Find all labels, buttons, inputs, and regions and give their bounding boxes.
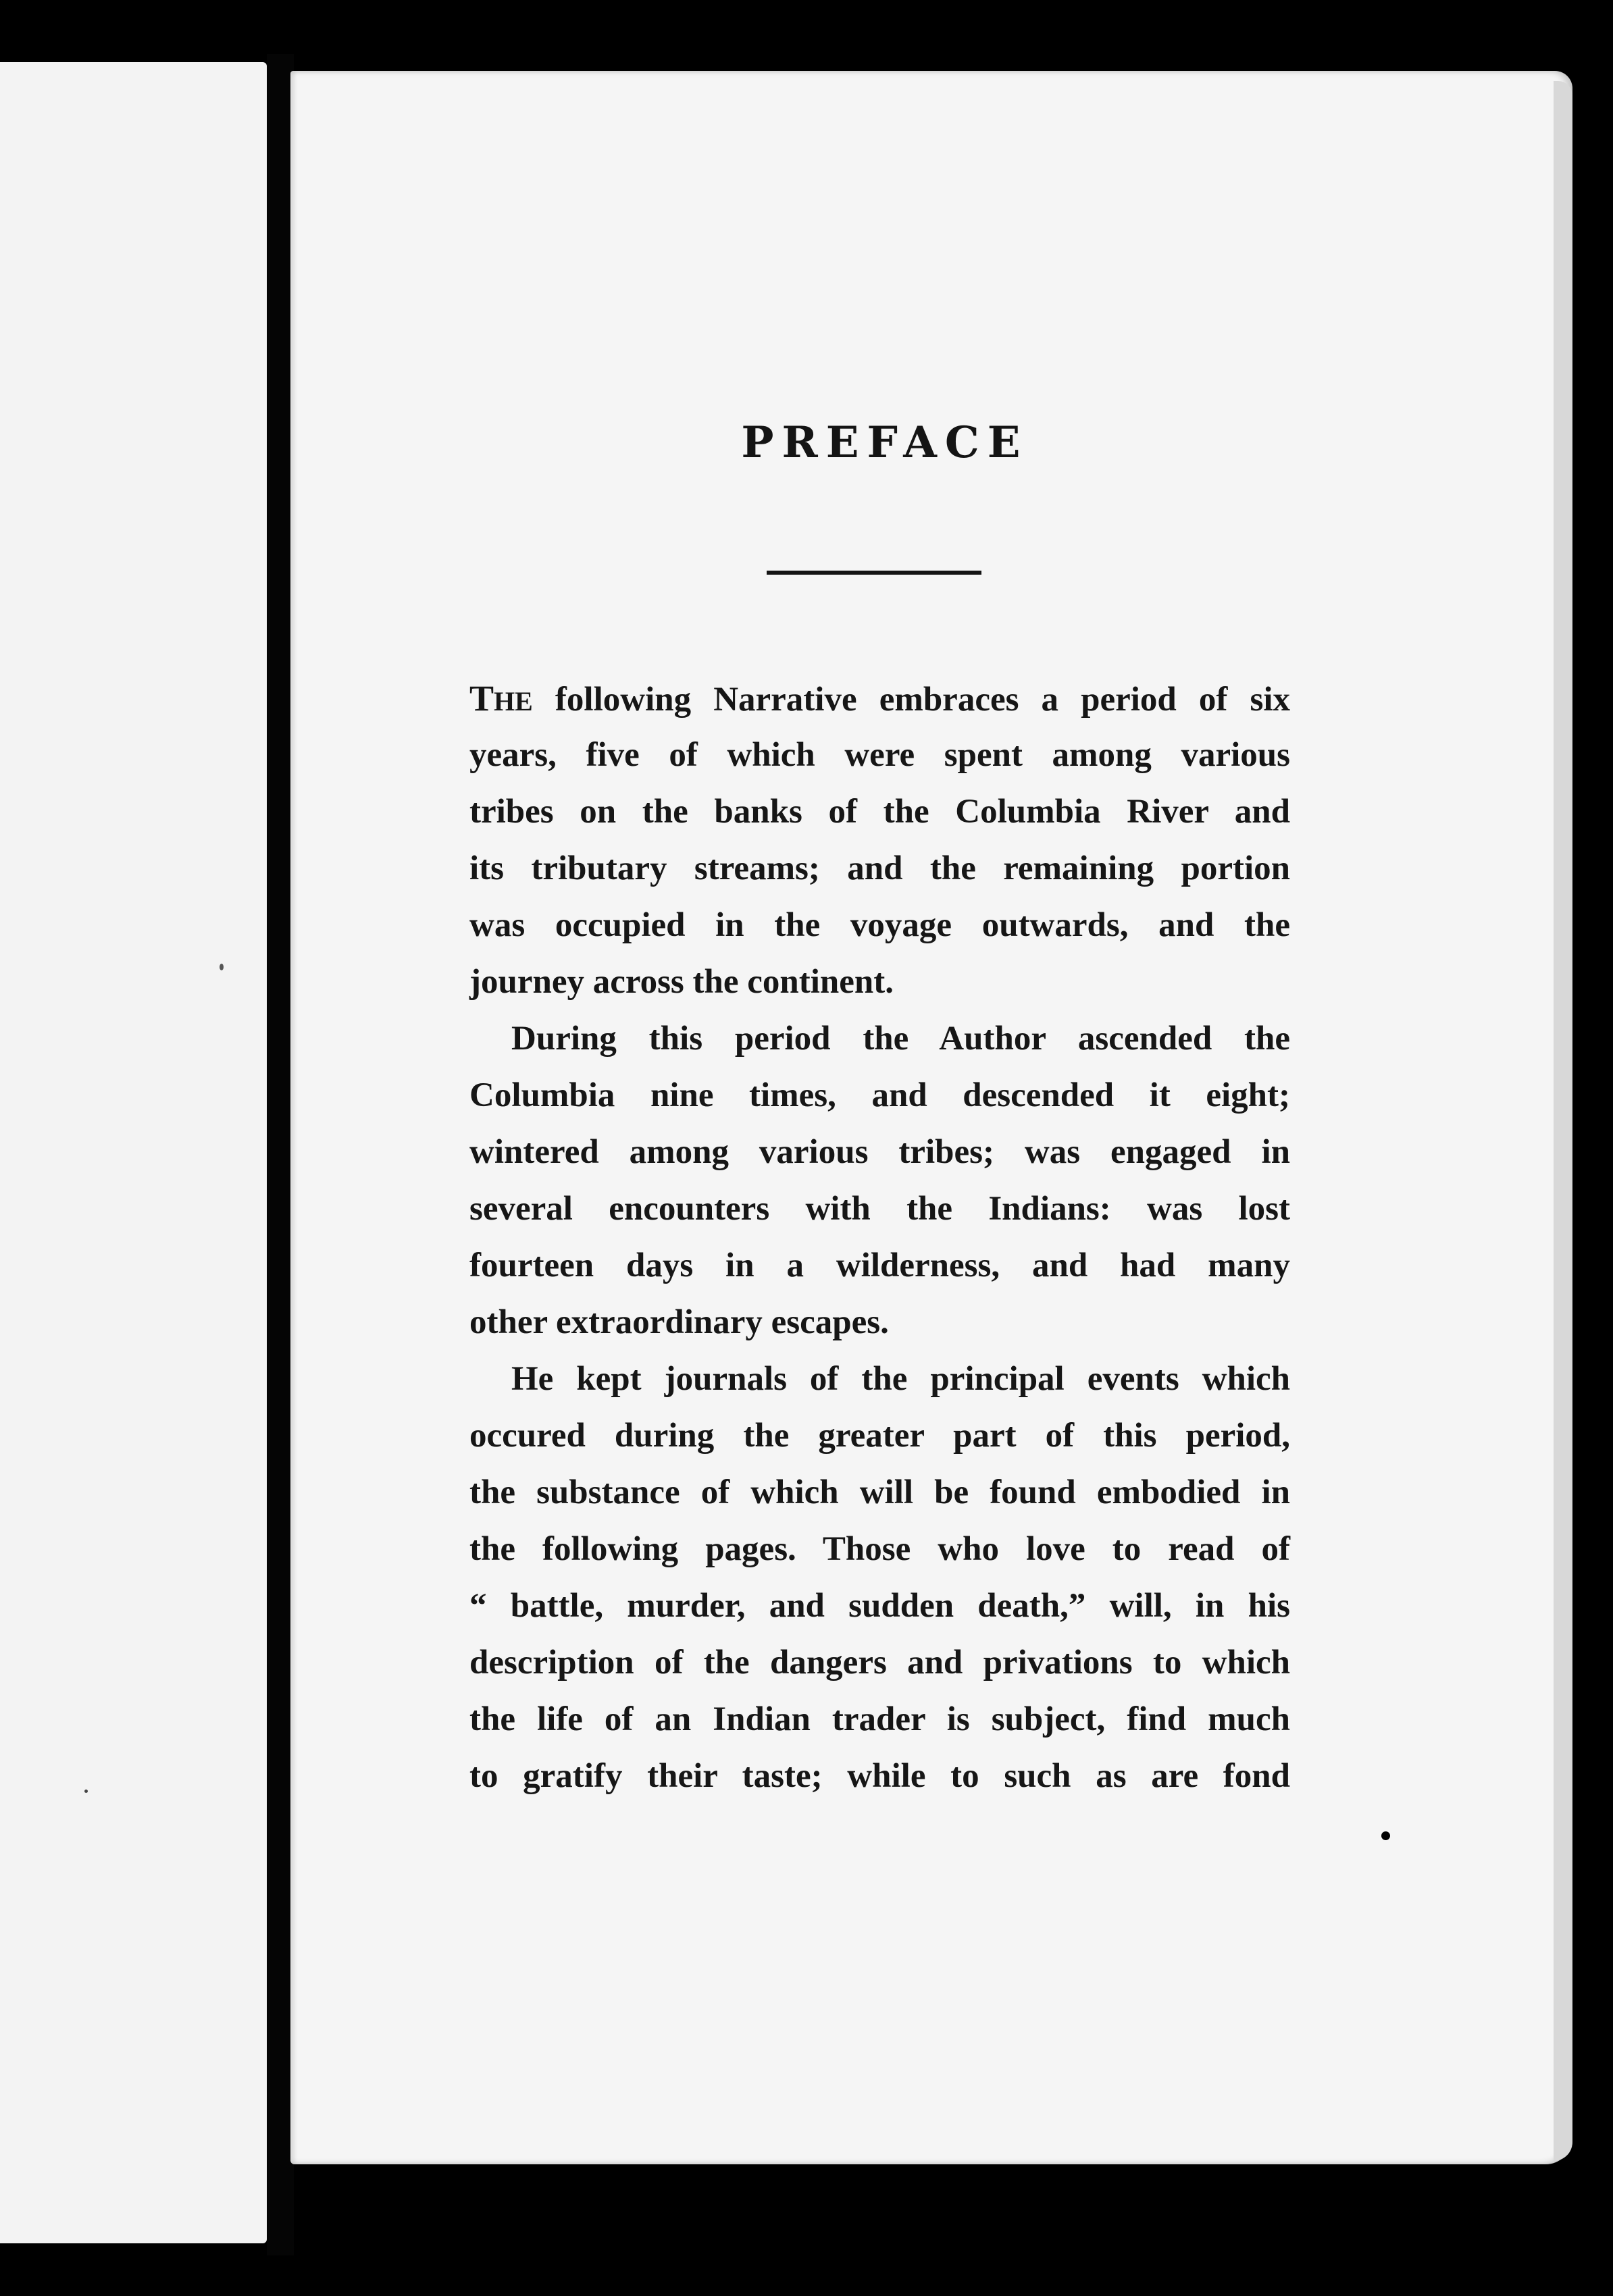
text-line: the substance of which will be found embodied in bbox=[469, 1473, 1290, 1511]
text-line: years, five of which were spent among various bbox=[469, 736, 1290, 774]
text-line: the following pages. Those who love to read of bbox=[469, 1530, 1290, 1568]
text-line: the life of an Indian trader is subject, find much bbox=[469, 1700, 1290, 1738]
text-line: its tributary streams; and the remaining portion bbox=[469, 850, 1290, 887]
text-line: During this period the Author ascended the bbox=[511, 1020, 1290, 1058]
text-line: other extraordinary escapes. bbox=[469, 1303, 889, 1341]
text-line: Columbia nine times, and descended it eight; bbox=[469, 1076, 1290, 1114]
text-line: was occupied in the voyage outwards, and the bbox=[469, 906, 1290, 944]
text-line: several encounters with the Indians: was lost bbox=[469, 1190, 1290, 1228]
ink-speck bbox=[84, 1790, 88, 1793]
text-line: to gratify their taste; while to such as are fond bbox=[469, 1757, 1290, 1795]
previous-page-edge bbox=[0, 62, 267, 2243]
text-line: fourteen days in a wilderness, and had many bbox=[469, 1247, 1290, 1284]
small-caps-word: HE bbox=[494, 686, 533, 716]
text-line: wintered among various tribes; was engaged in bbox=[469, 1133, 1290, 1171]
ink-speck bbox=[1381, 1831, 1390, 1840]
preface-body bbox=[469, 670, 1290, 1804]
initial-letter: T bbox=[469, 678, 494, 719]
text-line: occured during the greater part of this period, bbox=[469, 1417, 1290, 1455]
book-gutter bbox=[267, 54, 294, 2255]
page-heading: PREFACE bbox=[741, 417, 1029, 468]
page-fore-edge bbox=[1554, 81, 1572, 2161]
text-line bbox=[469, 670, 1290, 727]
text-line: tribes on the banks of the Columbia River and bbox=[469, 793, 1290, 831]
text-line: “ battle, murder, and sudden death,” will, in his bbox=[469, 1587, 1290, 1625]
text-line: He kept journals of the principal events which bbox=[511, 1360, 1290, 1398]
text-line: description of the dangers and privations to which bbox=[469, 1644, 1290, 1681]
text-line: journey across the continent. bbox=[469, 963, 894, 1001]
ink-speck bbox=[220, 964, 224, 970]
line-text: following Narrative embraces a period of six bbox=[532, 681, 1290, 719]
heading-rule bbox=[767, 571, 981, 575]
